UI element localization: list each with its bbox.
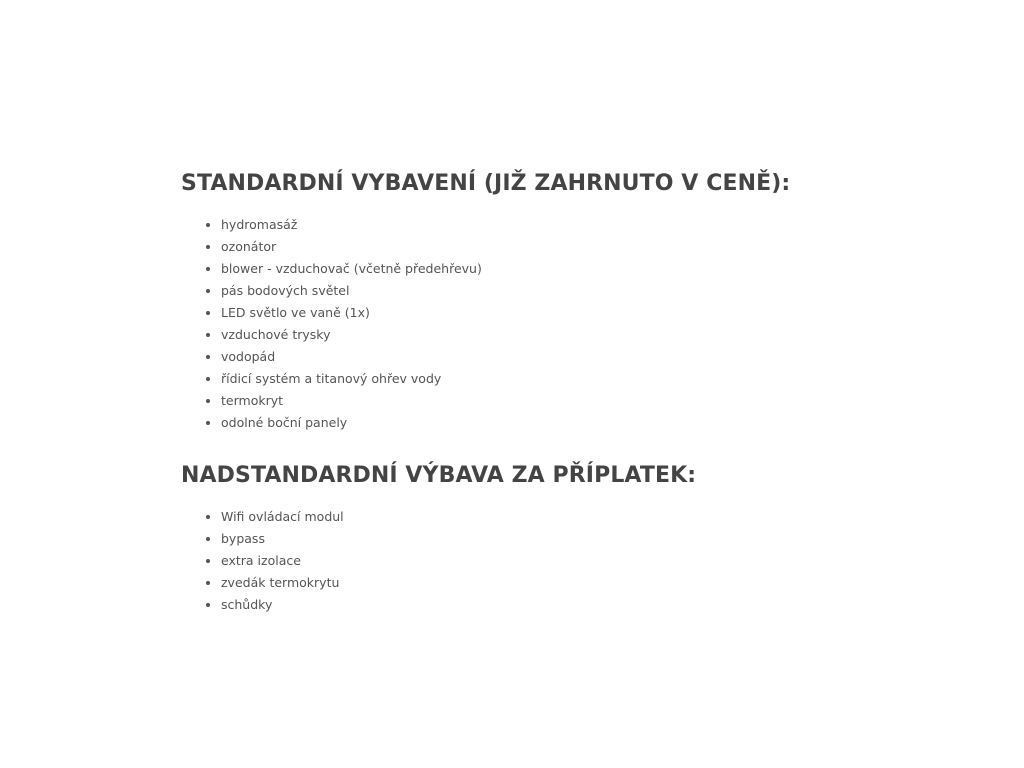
list-item: blower - vzduchovač (včetně předehřevu) — [221, 258, 941, 280]
list-item: vodopád — [221, 346, 941, 368]
list-item: termokryt — [221, 390, 941, 412]
list-item: LED světlo ve vaně (1x) — [221, 302, 941, 324]
list-item: odolné boční panely — [221, 412, 941, 434]
list-item: extra izolace — [221, 550, 941, 572]
list-item: bypass — [221, 528, 941, 550]
list-item: pás bodových světel — [221, 280, 941, 302]
list-item: ozonátor — [221, 236, 941, 258]
list-item: zvedák termokrytu — [221, 572, 941, 594]
list-item: schůdky — [221, 594, 941, 616]
list-item: řídicí systém a titanový ohřev vody — [221, 368, 941, 390]
optional-equipment-heading: NADSTANDARDNÍ VÝBAVA ZA PŘÍPLATEK: — [181, 463, 697, 488]
list-item: vzduchové trysky — [221, 324, 941, 346]
standard-equipment-heading: STANDARDNÍ VYBAVENÍ (JIŽ ZAHRNUTO V CENĚ): — [181, 171, 791, 196]
standard-equipment-list — [181, 214, 941, 434]
list-item: hydromasáž — [221, 214, 941, 236]
equipment-content — [181, 168, 941, 616]
optional-equipment-list — [181, 506, 941, 616]
list-item: Wifi ovládací modul — [221, 506, 941, 528]
